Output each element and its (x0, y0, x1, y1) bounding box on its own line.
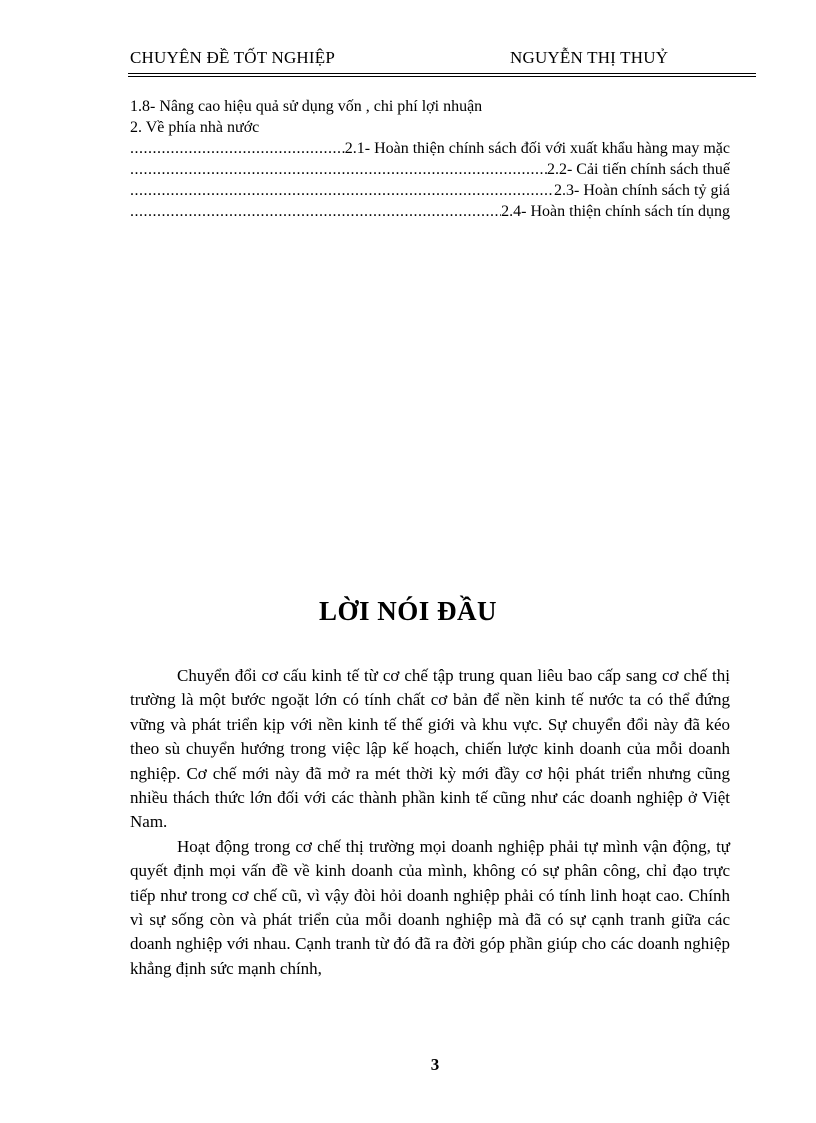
toc-leader-dots (130, 201, 501, 222)
toc-entry-2-1 (130, 138, 730, 159)
toc-entry-2-4 (130, 201, 730, 222)
header-divider (128, 73, 756, 77)
toc-leader-dots (130, 138, 345, 159)
toc-line-section-2: 2. Về phía nhà nước (130, 119, 260, 136)
paragraph: Chuyển đổi cơ cấu kinh tế từ cơ chế tập trung quan liêu bao cấp sang cơ chế thị trường là một bước ngoặt lớn có tính chất cơ bản để nền kinh tế nước ta có thể đứng vững và phát triển kịp với nền kinh tế thế giới và khu vực. Sự chuyển đổi này đã kéo theo sù chuyển hướng trong việc lập kế hoạch, chiến lược kinh doanh của mỗi doanh nghiệp. Cơ chế mới này đã mở ra mét thời kỳ mới đầy cơ hội phát triển nhưng cũng nhiều thách thức lớn đối với các thành phần kinh tế cũng như các doanh nghiệp ở Việt Nam. (130, 666, 730, 832)
toc-entry-text: 2.4- Hoàn thiện chính sách tín dụng (501, 203, 730, 220)
body-text (130, 664, 730, 981)
table-of-contents (130, 96, 730, 222)
toc-line-1-8: 1.8- Nâng cao hiệu quả sử dụng vốn , chi phí lợi nhuận (130, 98, 483, 115)
toc-leader-dots (130, 180, 554, 201)
header-title-left: CHUYÊN ĐỀ TỐT NGHIỆP (130, 48, 336, 67)
toc-entry-2-3 (130, 180, 730, 201)
toc-entry-text: 2.2- Cải tiến chính sách thuế (546, 161, 730, 178)
toc-entry-2-2 (130, 159, 730, 180)
header-author-right: NGUYỄN THỊ THUỶ (510, 48, 669, 67)
section-title: LỜI NÓI ĐẦU (318, 596, 498, 626)
toc-entry-text: 2.1- Hoàn thiện chính sách đối với xuất khẩu hàng may mặc (344, 140, 730, 157)
page-number: 3 (430, 1055, 440, 1074)
toc-entry-text: 2.3- Hoàn chính sách tỷ giá (554, 182, 730, 199)
paragraph: Hoạt động trong cơ chế thị trường mọi doanh nghiệp phải tự mình vận động, tự quyết định mọi vấn đề về kinh doanh của mình, không có sự phân công, chỉ đạo trực tiếp như trong cơ chế cũ, vì vậy đòi hỏi doanh nghiệp phải có tính linh hoạt cao. Chính vì sự sống còn và phát triển của mỗi doanh nghiệp mà đã có sự cạnh tranh giữa các doanh nghiệp với nhau. Cạnh tranh từ đó đã ra đời góp phần giúp cho các doanh nghiệp khẳng định sức mạnh chính, (130, 836, 730, 978)
toc-leader-dots (130, 159, 547, 180)
